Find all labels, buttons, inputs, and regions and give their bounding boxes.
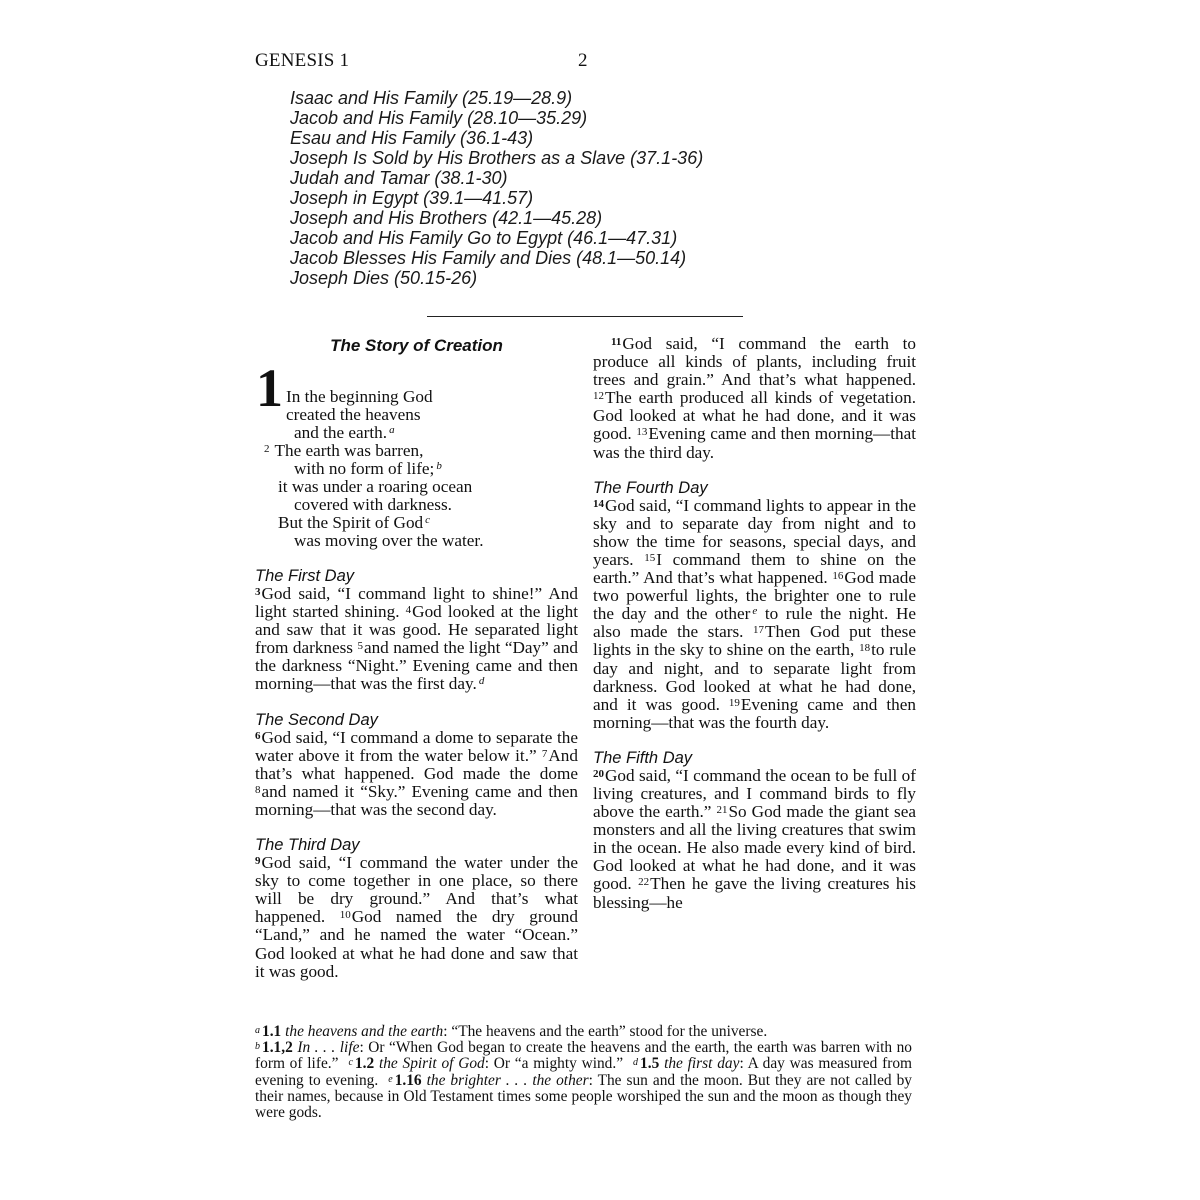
verse-number: 16 [832,570,844,583]
verse-number: 3 [255,586,261,598]
section-divider [427,316,743,317]
footnote-letter: b [255,1041,260,1053]
poem-line [278,514,430,532]
verse-text: God said, “I command the ocean to be full of living creatures, and I command birds to fly above the earth.” [593,765,916,822]
verse-number: 21 [716,804,728,817]
paragraph-third-day [255,854,578,981]
footnote-ref-b[interactable]: b [436,460,442,472]
paragraph-third-day-cont [593,335,916,462]
paragraph-first-day [255,585,578,694]
footnote-ref-c[interactable]: c [425,514,431,526]
running-head: GENESIS 1 [255,50,350,71]
verse-text: Evening came and then morning—that was the third day. [593,424,916,462]
poem-line: created the heavens [286,405,421,424]
paragraph-fifth-day [593,767,916,912]
verse-text: Then he gave the living creatures his blessing—he [593,874,916,912]
verse-text: God said, “I command light to shine!” And light started shining. [255,584,578,622]
footnote-term: the brighter . . . the other [426,1071,589,1089]
verse-text: God said, “I command the earth to produce all kinds of plants, including fruit trees and grain.” And that’s what happened. [593,334,916,390]
chapter-number: 1 [256,358,283,418]
verse-number: 9 [255,855,261,868]
outline-item: Isaac and His Family (25.19—28.9) [290,88,573,108]
footnote-term: the heavens and the earth [285,1023,444,1040]
poem-line: was moving over the water. [294,531,484,550]
verse-text: and named the light “Day” and the darkness “Night.” Evening came and then morning—that was the first day. [255,638,578,694]
footnote-ref: 1.1,2 [262,1039,293,1057]
footnote-c [348,1055,623,1072]
verse-text: The earth produced all kinds of vegetation. God looked at what he had done, and it was good. [593,388,916,444]
verse-number: 22 [638,876,650,889]
verse-text: God named the dry ground “Land,” and he named the water “Ocean.” God looked at what he had done and saw that it was good. [255,907,578,981]
verse-number: 8 [255,783,261,796]
verse-number: 15 [644,551,656,564]
verse-number: 11 [611,336,622,348]
outline-item: Joseph and His Brothers (42.1—45.28) [290,208,603,228]
footnote-ref: 1.16 [394,1071,422,1089]
poem-line-text: with no form of life; [294,459,435,478]
footnote-letter: a [255,1025,260,1036]
verse-number: 12 [593,390,604,403]
book-outline [290,88,910,288]
verse-text: God made two powerful lights, the brighter one to rule the day and the other [593,568,916,624]
footnote-term: the first day [664,1055,740,1073]
footnote-ref: 1.1 [262,1023,282,1040]
verse-text: I command them to shine on the earth.” And that’s what happened. [593,549,917,588]
verse-text: and named it “Sky.” Evening came and then morning—that was the second day. [255,781,578,819]
poem-line: it was under a roaring ocean [278,477,473,496]
verse-number: 7 [541,747,548,760]
outline-item: Joseph in Egypt (39.1—41.57) [290,188,534,208]
poem-line [294,424,395,442]
page-number: 2 [578,50,588,71]
outline-item: Joseph Is Sold by His Brothers as a Slave (37.1-36) [290,148,704,168]
poem-line [264,442,423,460]
verse-number: 10 [339,909,351,922]
verse-number: 17 [753,624,765,637]
verse-text: Evening came and then morning—that was the fourth day. [593,694,916,732]
footnote-letter: d [633,1057,639,1069]
verse-number: 13 [636,426,648,439]
section-heading-fourth-day: The Fourth Day [593,478,708,497]
poem-line: covered with darkness. [294,495,452,514]
footnote-term: In . . . life [297,1039,360,1057]
story-title: The Story of Creation [330,336,503,355]
verse-number: 5 [357,640,363,653]
verse-number: 2 [264,443,270,455]
footnote-text: : A day was measured from evening to evening. [255,1055,912,1089]
section-heading-third-day: The Third Day [255,836,360,855]
outline-item: Jacob and His Family (28.10—35.29) [290,108,588,128]
verse-text: to rule the night. He also made the stars. [593,604,916,642]
verse-number: 14 [593,497,604,510]
footnotes [255,1024,912,1121]
verse-number: 6 [255,729,261,742]
verse-text: God looked at the light and saw that it was good. He separated light from darkness [255,602,578,658]
footnote-letter: e [388,1073,393,1085]
footnote-ref-d[interactable]: d [478,675,485,688]
paragraph-fourth-day [593,497,916,732]
outline-item: Joseph Dies (50.15-26) [290,268,478,288]
poem-line-text: The earth was barren, [274,441,424,460]
footnote-letter: c [348,1057,353,1069]
poem-line: In the beginning God [286,387,433,406]
footnote-text: : Or “When God began to create the heavens and the earth, the earth was barren with no form of life.” [255,1039,912,1073]
creation-poem [255,358,578,550]
footnote-ref: 1.5 [640,1055,660,1073]
outline-item: Esau and His Family (36.1-43) [290,128,534,148]
verse-number: 20 [593,767,604,780]
outline-item: Jacob Blesses His Family and Dies (48.1—50.14) [290,248,687,268]
poem-line-text: But the Spirit of God [278,513,424,532]
section-heading-fifth-day: The Fifth Day [593,748,693,767]
section-heading-first-day: The First Day [255,567,355,585]
verse-number: 4 [405,604,412,617]
verse-text: to rule day and night, and to separate light from darkness. God looked at what he had done, and it was good. [593,640,916,714]
verse-text: So God made the giant sea monsters and all the living creatures that swim in the ocean. He also made every kind of bird. God looked at what he had done, and it was good. [593,802,916,894]
footnote-a [255,1024,912,1040]
footnote-text: : The sun and the moon. But they are not called by their names, because in Old Testament times some people worshiped the sun and the moon as though they were gods. [255,1071,912,1122]
footnote-ref-e[interactable]: e [752,605,758,618]
footnote-ref: 1.2 [354,1055,375,1073]
verse-number: 18 [859,642,871,655]
footnote-text: : Or “a mighty wind.” [484,1055,624,1073]
verse-number: 19 [728,696,740,709]
poem-line [294,460,442,478]
verse-text: And that’s what happened. God made the dome [255,745,578,783]
left-column [255,335,578,981]
footnote-ref-a[interactable]: a [389,424,395,436]
section-heading-second-day: The Second Day [255,710,378,729]
outline-item: Judah and Tamar (38.1-30) [290,168,508,188]
verse-text: God said, “I command lights to appear in the sky and to separate day from night and to show the time for seasons, special days, and years. [593,495,916,569]
outline-item: Jacob and His Family Go to Egypt (46.1—47.31) [290,228,678,248]
verse-text: God said, “I command the water under the sky to come together in one place, so there will be dry ground.” And that’s what happened. [255,853,578,927]
verse-text: Then God put these lights in the sky to shine on the earth, [593,622,916,660]
footnote-text: : “The heavens and the earth” stood for the universe. [443,1023,768,1040]
footnote-group [255,1040,912,1121]
paragraph-second-day [255,729,578,819]
footnote-term: the Spirit of God [378,1055,485,1073]
right-column [593,335,916,912]
verse-text: God said, “I command a dome to separate the water above it from the water below it.” [255,727,578,765]
poem-line-text: and the earth. [294,423,388,442]
